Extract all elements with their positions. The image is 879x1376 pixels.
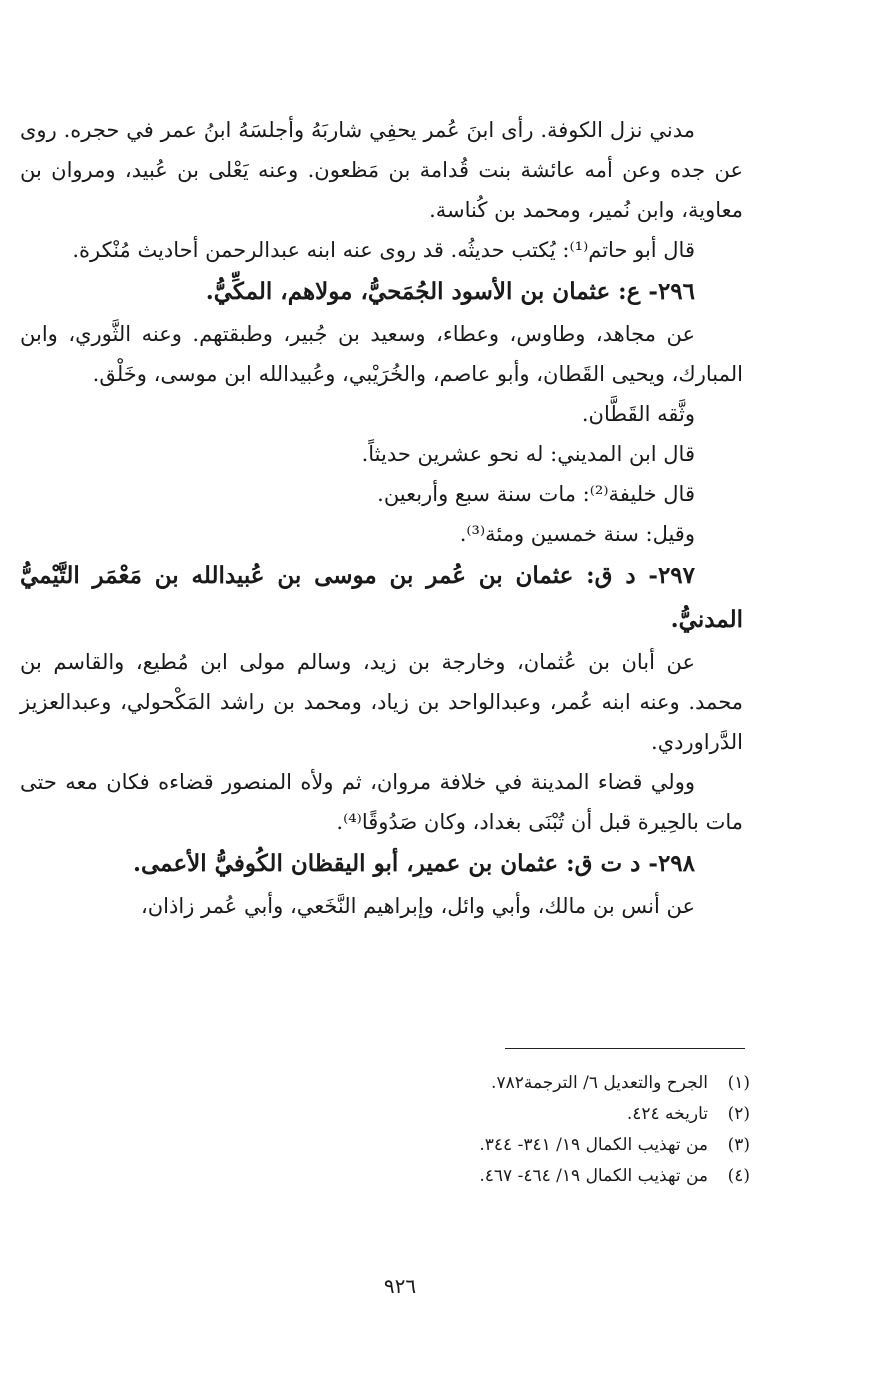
page-number: ٩٢٦: [383, 1274, 417, 1298]
paragraph-296-narrators: عن مجاهد، وطاوس، وعطاء، وسعيد بن جُبير، وطبقتهم. وعنه الثَّوري، وابن المبارك، ويحيى القَطان، وأبو عاصم، والخُرَيْبي، وعُبيدالله ابن موسى، وخَلْق.: [20, 322, 743, 386]
entry-heading-297: ٢٩٧- د ق: عثمان بن عُمر بن موسى بن عُبيدالله بن مَعْمَر التَّيْميُّ المدنيُّ.: [20, 562, 743, 633]
entry-heading-298: ٢٩٨- د ت ق: عثمان بن عمير، أبو اليقظان الكُوفيُّ الأعمى.: [132, 850, 695, 877]
footnotes: [100, 1068, 750, 1192]
footnote-number: (٤): [727, 1166, 750, 1186]
paragraph-296-qila: وقيل: سنة خمسين ومئة⁽³⁾.: [459, 522, 695, 546]
main-text: [20, 110, 743, 926]
footnote-number: (٢): [727, 1104, 750, 1124]
paragraph-296-qattan: وثَّقه القَطَّان.: [581, 402, 695, 426]
paragraph-abu-hatim: قال أبو حاتم⁽¹⁾: يُكتب حديثُه. قد روى عنه ابنه عبدالرحمن أحاديث مُنْكرة.: [72, 238, 695, 262]
footnote-2: [100, 1099, 750, 1130]
paragraph-297-judge: وولي قضاء المدينة في خلافة مروان، ثم ولأه المنصور قضاءه فكان معه حتى مات بالحِيرة قبل أن تُبْنَى بغداد، وكان صَدُوقًا⁽⁴⁾.: [20, 770, 743, 834]
footnote-4: [100, 1161, 750, 1192]
paragraph-296-khalifa: قال خليفة⁽²⁾: مات سنة سبع وأربعين.: [377, 482, 695, 506]
footnote-number: (١): [727, 1073, 750, 1093]
paragraph-298-narrators: عن أنس بن مالك، وأبي وائل، وإبراهيم النَّخَعي، وأبي عُمر زاذان،: [140, 894, 695, 918]
footnote-3: [100, 1130, 750, 1161]
footnote-divider: [505, 1048, 745, 1049]
paragraph-bio-continuation: مدني نزل الكوفة. رأى ابنَ عُمر يحفِي شاربَهُ وأجلسَهُ ابنُ عمر في حجره. روى عن جده وعن أمه عائشة بنت قُدامة بن مَظعون. وعنه يَعْلى بن عُبيد، ومروان بن معاوية، وابن نُمير، ومحمد بن كُناسة.: [20, 118, 743, 222]
footnote-text: من تهذيب الكمال ١٩/ ٣٤١- ٣٤٤.: [479, 1135, 708, 1155]
footnote-1: [100, 1068, 750, 1099]
paragraph-296-madini: قال ابن المديني: له نحو عشرين حديثاً.: [361, 442, 695, 466]
footnote-text: من تهذيب الكمال ١٩/ ٤٦٤- ٤٦٧.: [479, 1166, 708, 1186]
footnote-number: (٣): [727, 1135, 750, 1155]
entry-heading-296: ٢٩٦- ع: عثمان بن الأسود الجُمَحيُّ، مولاهم، المكِّيُّ.: [205, 278, 695, 305]
paragraph-297-narrators: عن أبان بن عُثمان، وخارجة بن زيد، وسالم مولى ابن مُطيع، والقاسم بن محمد. وعنه ابنه عُمر، وعبدالواحد بن زياد، ومحمد بن راشد المَكْحولي، وعبدالعزيز الدَّراوردي.: [20, 650, 743, 754]
footnote-text: الجرح والتعديل ٦/ الترجمة٧٨٢.: [491, 1073, 708, 1093]
footnote-text: تاريخه ٤٢٤.: [626, 1104, 708, 1124]
